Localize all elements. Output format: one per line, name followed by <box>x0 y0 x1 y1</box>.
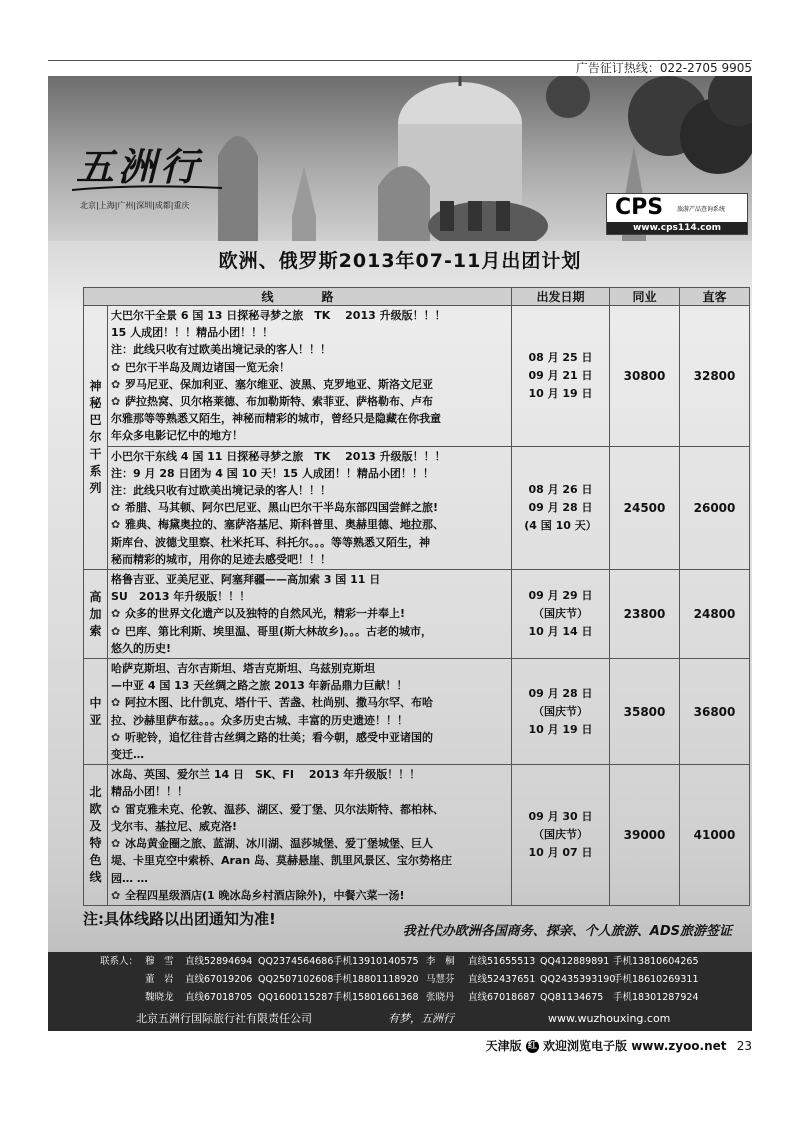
contact-phone: 直线67018687 <box>468 992 536 1003</box>
region-char: 干 <box>89 447 102 462</box>
peer-price: 30800 <box>610 306 680 447</box>
retail-price: 26000 <box>680 446 750 569</box>
contact-name: 魏晓龙 <box>145 992 174 1003</box>
route-text: 尔雅那等等熟悉又陌生，神秘而精彩的城市，曾经只是隐藏在你我童 <box>111 412 441 426</box>
region-char: 神 <box>89 379 102 394</box>
route-line <box>111 448 508 465</box>
edition-badge-icon: 红 <box>527 1041 537 1051</box>
route-line <box>111 640 508 657</box>
route-text: 听驼铃，追忆往昔古丝绸之路的壮美；看今朝，感受中亚诸国的 <box>125 730 433 744</box>
route-line <box>111 534 508 551</box>
retail-price: 24800 <box>680 570 750 659</box>
page-title: 欧洲、俄罗斯2013年07-11月出团计划 <box>218 250 582 272</box>
route-text: 年众多电影记忆中的地方！ <box>111 429 243 443</box>
contact-qq: QQ2374564686 <box>258 956 334 967</box>
region-char: 中 <box>89 695 102 710</box>
banner <box>48 76 752 241</box>
flower-bullet-icon: ✿ <box>111 888 121 902</box>
departure-date: （国庆节） <box>533 828 588 842</box>
retail-price: 36800 <box>680 659 750 765</box>
contact-phone: 直线52437651 <box>468 974 536 985</box>
contact-name: 张晓丹 <box>426 992 455 1003</box>
contact-name: 李 桐 <box>426 956 455 967</box>
route-line <box>111 729 508 746</box>
route-line <box>111 852 508 869</box>
contact-mobile: 手机18801118920 <box>333 974 419 985</box>
route-description <box>108 659 512 765</box>
route-line <box>111 516 508 533</box>
route-line <box>111 465 508 482</box>
departure-date: 08 月 26 日 <box>528 482 593 496</box>
region-label <box>84 659 108 765</box>
departure-dates <box>512 765 610 906</box>
departure-date: 09 月 28 日 <box>528 500 593 514</box>
advertisement <box>48 76 752 1031</box>
route-text: 巴库、第比利斯、埃里温、哥里(斯大林故乡)。。。古老的城市， <box>125 624 433 638</box>
contact-phone: 直线51655513 <box>468 956 536 967</box>
route-line <box>111 324 508 341</box>
departure-dates <box>512 659 610 765</box>
region-char: 及 <box>89 819 102 834</box>
contacts-label: 联系人： <box>100 956 139 967</box>
route-text: 冰岛黄金圈之旅、蓝湖、冰川湖、温莎城堡、爱丁堡城堡、巨人 <box>125 837 433 851</box>
region-char: 尔 <box>89 430 102 445</box>
contact-phone: 直线52894694 <box>185 956 253 967</box>
route-text: 小巴尔干东线 4 国 11 日探秘寻梦之旅 TK 2013 升级版！！！ <box>111 449 446 463</box>
route-text: 堤、卡里克空中索桥、Aran 岛、莫赫悬崖、凯里风景区、宝尔势格庄 <box>111 854 453 868</box>
tour-schedule-table <box>83 287 750 906</box>
route-text: 悠久的历史! <box>111 641 172 655</box>
route-text: 戈尔韦、基拉尼、威克洛! <box>111 819 238 833</box>
route-line <box>111 551 508 568</box>
edition-label: 天津版 <box>485 1039 522 1053</box>
route-line <box>111 571 508 588</box>
route-line <box>111 376 508 393</box>
route-text: 拉、沙赫里萨布兹。。。众多历史古城、丰富的历史遗迹！！！ <box>111 713 408 727</box>
region-label <box>84 570 108 659</box>
region-char: 列 <box>89 481 102 496</box>
departure-dates <box>512 306 610 447</box>
route-text: 精品小团！！！ <box>111 785 188 799</box>
route-text: 斯库台、波德戈里察、杜米托耳、科托尔。。。等等熟悉又陌生，神 <box>111 535 430 549</box>
company-website: www.wuzhouxing.com <box>548 1012 671 1025</box>
departure-date: 10 月 07 日 <box>528 846 593 860</box>
contacts-panel <box>48 952 752 1031</box>
flower-bullet-icon: ✿ <box>111 395 121 409</box>
route-text: 萨拉热窝、贝尔格莱德、布加勒斯特、索菲亚、萨格勒布、卢布 <box>125 395 433 409</box>
departure-date: 10 月 19 日 <box>528 722 593 736</box>
departure-dates <box>512 446 610 569</box>
region-char: 索 <box>89 623 102 638</box>
contact-name: 董 岩 <box>145 974 174 985</box>
route-text: 哈萨克斯坦、吉尔吉斯坦、塔吉克斯坦、乌兹别克斯坦 <box>111 662 375 676</box>
departure-date: 09 月 21 日 <box>528 368 593 382</box>
route-line <box>111 660 508 677</box>
contact-name: 马慧芬 <box>426 974 455 985</box>
contact-name: 穆 雪 <box>145 956 174 967</box>
route-line <box>111 307 508 324</box>
flower-bullet-icon: ✿ <box>111 802 121 816</box>
departure-date: (4 国 10 天） <box>524 518 597 532</box>
region-char: 加 <box>89 606 102 621</box>
route-line <box>111 712 508 729</box>
region-char: 系 <box>89 464 102 479</box>
flower-bullet-icon: ✿ <box>111 607 121 621</box>
region-char: 线 <box>89 870 102 885</box>
route-line <box>111 482 508 499</box>
contact-mobile: 手机13810604265 <box>613 956 699 967</box>
visa-service: 我社代办欧洲各国商务、探亲、个人旅游、ADS旅游签证 <box>402 924 732 939</box>
route-line <box>111 870 508 887</box>
departure-dates <box>512 570 610 659</box>
region-char: 高 <box>89 589 102 604</box>
route-text: 格鲁吉亚、亚美尼亚、阿塞拜疆——高加索 3 国 11 日 <box>111 573 381 587</box>
header-retail-price: 直客 <box>680 288 750 306</box>
route-text: 秘而精彩的城市，用你的足迹去感受吧！！！ <box>111 552 331 566</box>
route-line <box>111 783 508 800</box>
header-date: 出发日期 <box>512 288 610 306</box>
contact-phone: 直线67019206 <box>185 974 253 985</box>
route-line <box>111 766 508 783</box>
header-route: 线 路 <box>84 288 512 306</box>
contact-mobile: 手机15801661368 <box>333 992 419 1003</box>
route-text: 15 人成团！！！精品小团！！！ <box>111 326 274 340</box>
region-label <box>84 765 108 906</box>
flower-bullet-icon: ✿ <box>111 501 121 515</box>
route-line <box>111 801 508 818</box>
route-line <box>111 588 508 605</box>
logo-swoosh-icon <box>72 184 222 192</box>
departure-date: （国庆节） <box>533 704 588 718</box>
region-label <box>84 306 108 570</box>
route-text: 冰岛、英国、爱尔兰 14 日 SK、FI 2013 年升级版！！！ <box>111 768 421 782</box>
header-peer-price: 同业 <box>610 288 680 306</box>
region-char: 色 <box>89 853 102 868</box>
table-header-row <box>84 288 750 306</box>
route-line <box>111 605 508 622</box>
region-char: 秘 <box>89 396 102 411</box>
ad-hotline: 广告征订热线：022-2705 9905 <box>575 61 752 75</box>
cps-url: www.cps114.com <box>607 222 747 234</box>
contact-qq: QQ2435393190 <box>540 974 616 985</box>
contact-row <box>48 990 752 1006</box>
route-text: 阿拉木图、比什凯克、塔什干、苦盏、杜尚别、撒马尔罕、布哈 <box>125 696 433 710</box>
region-char: 巴 <box>89 413 102 428</box>
route-line <box>111 623 508 640</box>
contact-qq: QQ2507102608 <box>258 974 334 985</box>
retail-price: 32800 <box>680 306 750 447</box>
departure-date: 08 月 25 日 <box>528 350 593 364</box>
route-text: 变迁… <box>111 748 144 762</box>
flower-bullet-icon: ✿ <box>111 360 121 374</box>
peer-price: 23800 <box>610 570 680 659</box>
flower-bullet-icon: ✿ <box>111 730 121 744</box>
contact-qq: QQ1600115287 <box>258 992 334 1003</box>
route-line <box>111 427 508 444</box>
route-text: 注：此线只收有过欧美出境记录的客人！！！ <box>111 343 331 357</box>
cps-logo: CPS <box>615 195 664 220</box>
route-line <box>111 694 508 711</box>
contact-mobile: 手机18610269311 <box>613 974 699 985</box>
departure-date: （国庆节） <box>533 607 588 621</box>
route-text: 大巴尔干全景 6 国 13 日探秘寻梦之旅 TK 2013 升级版！！！ <box>111 309 446 322</box>
route-line <box>111 887 508 904</box>
contact-row <box>48 972 752 988</box>
region-char: 特 <box>89 836 102 851</box>
route-text: 巴尔干半岛及周边诸国一览无余！ <box>125 360 290 374</box>
cps-subtitle: 旅游产品查询系统 <box>677 206 726 213</box>
peer-price: 24500 <box>610 446 680 569</box>
table-row <box>84 765 750 906</box>
route-note: 注:具体线路以出团通知为准! <box>83 910 276 928</box>
region-char: 欧 <box>89 802 102 817</box>
contact-mobile: 手机18301287924 <box>613 992 699 1003</box>
route-line <box>111 835 508 852</box>
logo-text: 五洲行 <box>76 144 203 189</box>
flower-bullet-icon: ✿ <box>111 696 121 710</box>
table-row <box>84 570 750 659</box>
route-line <box>111 499 508 516</box>
route-text: —中亚 4 国 13 天丝绸之路之旅 2013 年新品鼎力巨献！！ <box>111 679 408 693</box>
page-number: 23 <box>736 1039 752 1053</box>
route-line <box>111 341 508 358</box>
route-description <box>108 306 512 447</box>
route-line <box>111 677 508 694</box>
route-line <box>111 410 508 427</box>
peer-price: 39000 <box>610 765 680 906</box>
departure-date: 09 月 28 日 <box>528 686 593 700</box>
company-footer <box>48 1010 752 1028</box>
route-line <box>111 359 508 376</box>
route-line <box>111 393 508 410</box>
route-text: 全程四星级酒店(1 晚冰岛乡村酒店除外)，中餐六菜一汤! <box>125 888 405 902</box>
table-row <box>84 659 750 765</box>
departure-date: 09 月 29 日 <box>528 589 593 603</box>
contact-mobile: 手机13910140575 <box>333 956 419 967</box>
departure-date: 10 月 19 日 <box>528 386 593 400</box>
contact-row <box>48 954 752 970</box>
route-text: SU 2013 年升级版！！！ <box>111 590 251 604</box>
logo-cities: 北京|上海|广州|深圳|成都|重庆 <box>80 201 190 210</box>
e-edition-text: 欢迎浏览电子版 www.zyoo.net <box>543 1039 727 1053</box>
route-description <box>108 570 512 659</box>
flower-bullet-icon: ✿ <box>111 624 121 638</box>
route-text: 注：此线只收有过欧美出境记录的客人！！！ <box>111 484 331 498</box>
route-description <box>108 765 512 906</box>
departure-date: 10 月 14 日 <box>528 625 593 639</box>
route-text: 罗马尼亚、保加利亚、塞尔维亚、波黑、克罗地亚、斯洛文尼亚 <box>125 377 433 391</box>
route-text: 雷克雅未克、伦敦、温莎、湖区、爱丁堡、贝尔法斯特、都柏林、 <box>125 802 444 816</box>
route-text: 注：9 月 28 日团为 4 国 10 天！15 人成团！！精品小团！！！ <box>111 466 434 480</box>
footer-info <box>486 1037 752 1054</box>
company-slogan: 有梦，五洲行 <box>388 1012 454 1025</box>
contact-qq: QQ412889891 <box>540 956 610 967</box>
contact-qq: QQ81134675 <box>540 992 604 1003</box>
route-text: 园… … <box>111 871 148 885</box>
company-logo <box>72 136 242 226</box>
cps-badge <box>606 193 748 235</box>
flower-bullet-icon: ✿ <box>111 377 121 391</box>
flower-bullet-icon: ✿ <box>111 837 121 851</box>
route-line <box>111 818 508 835</box>
route-text: 众多的世界文化遗产以及独特的自然风光，精彩一并奉上! <box>125 607 406 621</box>
flower-bullet-icon: ✿ <box>111 518 121 532</box>
route-text: 希腊、马其顿、阿尔巴尼亚、黑山巴尔干半岛东部四国尝鲜之旅! <box>125 501 439 515</box>
route-description <box>108 446 512 569</box>
contact-phone: 直线67018705 <box>185 992 253 1003</box>
peer-price: 35800 <box>610 659 680 765</box>
route-text: 雅典、梅黛奥拉的、塞萨洛基尼、斯科普里、奥赫里德、地拉那、 <box>125 518 444 532</box>
route-line <box>111 746 508 763</box>
region-char: 亚 <box>89 712 102 727</box>
retail-price: 41000 <box>680 765 750 906</box>
table-row <box>84 446 750 569</box>
company-name: 北京五洲行国际旅行社有限责任公司 <box>136 1012 312 1025</box>
departure-date: 09 月 30 日 <box>528 810 593 824</box>
region-char: 北 <box>89 785 102 800</box>
table-row <box>84 306 750 447</box>
